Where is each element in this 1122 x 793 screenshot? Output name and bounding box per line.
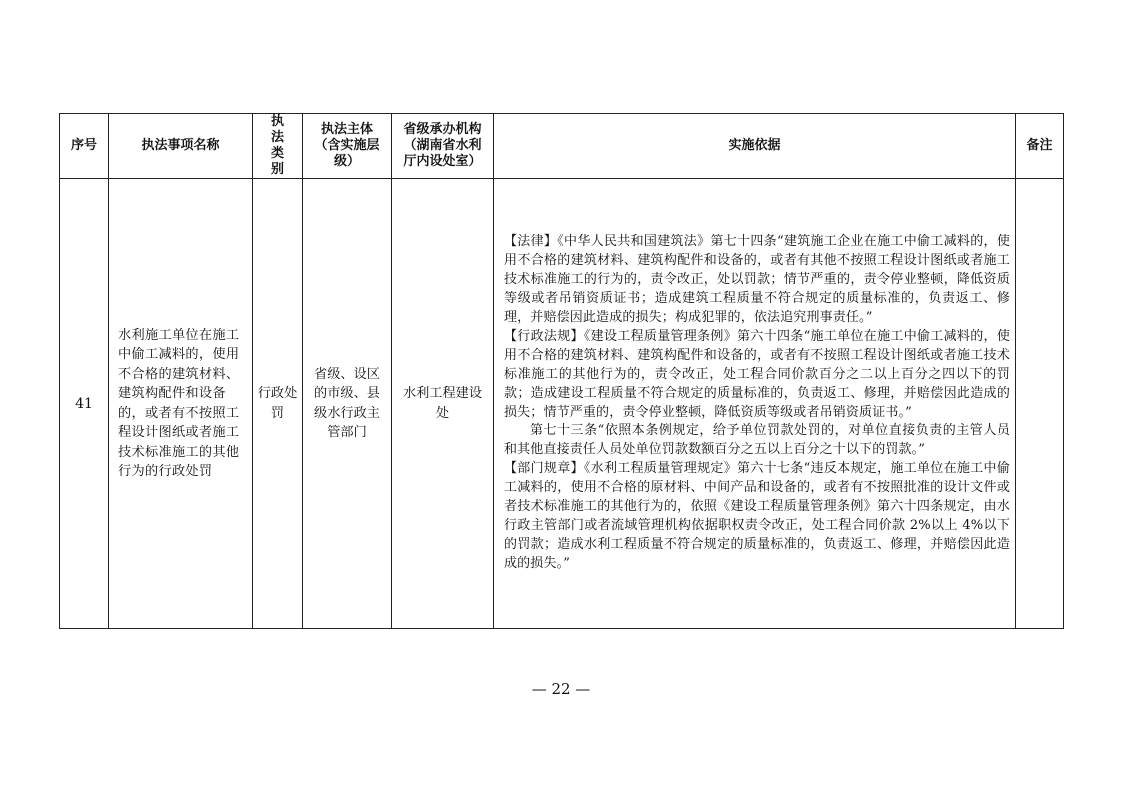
cell-category: 行政处罚 — [253, 179, 303, 629]
table-header-row — [60, 114, 1064, 179]
enforcement-table — [59, 113, 1064, 629]
basis-regulation-paragraph: 【行政法规】《建设工程质量管理条例》第六十四条“施工单位在施工中偷工减料的，使用不合格的建筑材料、建筑构配件和设备的，或者有不按照工程设计图纸或者施工技术标准施工的其他行为的，责令改正，处工程合同价款百分之二以上百分之四以下的罚款；造成建设工程质量不符合规定的质量标准的，负责返工、修理，并赔偿因此造成的损失；情节严重的，责令停业整顿，降低资质等级或者吊销资质证书。” — [504, 328, 1010, 420]
basis-law-paragraph: 【法律】《中华人民共和国建筑法》第七十四条“建筑施工企业在施工中偷工减料的，使用不合格的建筑材料、建筑构配件和设备的，或者有其他不按照工程设计图纸或者施工技术标准施工的行为的，责令改正，处以罚款；情节严重的，责令停业整顿，降低资质等级或者吊销资质证书；造成建筑工程质量不符合规定的质量标准的，负责返工、修理，并赔偿因此造成的损失；构成犯罪的，依法追究刑事责任。” — [504, 234, 1010, 325]
page-number: — 22 — — [531, 680, 591, 698]
header-seq: 序号 — [60, 114, 109, 179]
table-row — [60, 179, 1064, 629]
basis-article-73-paragraph: 第七十三条“依照本条例规定，给予单位罚款处罚的，对单位直接负责的主管人员和其他直接责任人员处单位罚款数额百分之五以上百分之十以下的罚款。” — [504, 423, 1010, 458]
cell-remarks — [1016, 179, 1064, 629]
header-remarks: 备注 — [1016, 114, 1064, 179]
cell-provincial-dept: 水利工程建设处 — [392, 179, 494, 629]
cell-basis — [494, 179, 1016, 629]
cell-enforcement-body: 省级、设区的市级、县级水行政主管部门 — [303, 179, 392, 629]
header-provincial-dept: 省级承办机构（湖南省水利厅内设处室） — [392, 114, 494, 179]
basis-department-rule-paragraph: 【部门规章】《水利工程质量管理规定》第六十七条“违反本规定，施工单位在施工中偷工减料的，使用不合格的原材料、中间产品和设备的，或者有不按照批准的设计文件或者技术标准施工的其他行为的，依照《建设工程质量管理条例》第六十四条规定，由水行政主管部门或者流域管理机构依据职权责令改正，处工程合同价款 2%以上 4%以下的罚款；造成水利工程质量不符合规定的质量标准的，负责返工、修理，并赔偿因此造成的损失。” — [504, 461, 1010, 571]
header-item-name: 执法事项名称 — [109, 114, 253, 179]
header-category: 执法类别 — [253, 114, 303, 179]
header-enforcement-body: 执法主体（含实施层级） — [303, 114, 392, 179]
cell-seq: 41 — [60, 179, 109, 629]
cell-item-name: 水利施工单位在施工中偷工减料的，使用不合格的建筑材料、建筑构配件和设备的，或者有不按照工程设计图纸或者施工技术标准施工的其他行为的行政处罚 — [109, 179, 253, 629]
header-basis: 实施依据 — [494, 114, 1016, 179]
